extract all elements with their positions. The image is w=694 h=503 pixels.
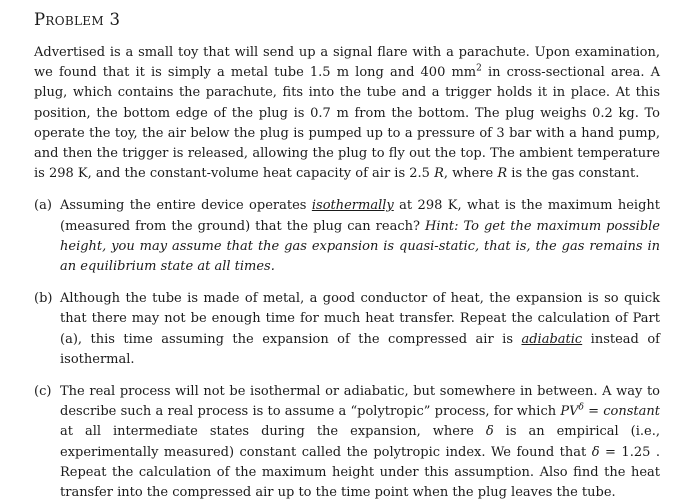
math-superscript: δ: [578, 402, 584, 413]
question-label: (a): [34, 198, 52, 214]
emphasis-term: isothermally: [311, 198, 394, 214]
hint-text: Hint: To get the maximum possible height, you may assume that the gas expansion is quasi-static, that is, the gas remains in an equilibrium state at all times.: [60, 218, 660, 275]
question-label: (b): [34, 291, 53, 307]
statement-text: is the gas constant.: [507, 166, 640, 182]
math-symbol: δ: [485, 424, 494, 440]
question-label: (c): [34, 384, 52, 400]
question-body: Although the tube is made of metal, a good conductor of heat, the expansion is so quick that there may not be enough time for much heat transfer. Repeat the calculation of Part (a), this time assuming the expansion of the compressed air is adiabatic instead of isothermal.: [60, 291, 660, 367]
math-text: = constant: [583, 404, 660, 420]
question-a: [34, 196, 660, 277]
question-list: [34, 196, 660, 503]
question-b: [34, 289, 660, 370]
problem-title: Problem 3: [34, 10, 121, 29]
statement-superscript: 2: [476, 63, 482, 74]
problem-statement: [34, 43, 660, 184]
statement-text: , where: [443, 166, 498, 182]
math-symbol: δ: [591, 444, 600, 460]
emphasis-term: adiabatic: [521, 331, 583, 347]
statement-symbol: R: [497, 166, 508, 182]
statement-text: in cross-sectional area. A plug, which contains the parachute, fits into the tube and a trigger holds it in place. At this position, the bottom edge of the plug is 0.7 m from the bottom. The plug weighs 0.2 kg. To operate the toy, the air below the plug is pumped up to a pressure of 3 bar with a hand pump, and then the trigger is released, allowing the plug to fly out the top. The ambient temperature is 298 K, and the constant-volume heat capacity of air is 2.5: [34, 65, 661, 182]
statement-symbol: R: [434, 166, 444, 182]
question-body: The real process will not be isothermal or adiabatic, but somewhere in between. A way to describe such a real process is to assume a “polytropic” process, for which $PV^\delta$ = constant at all intermediate states during the expansion, where δ is an empirical (i.e., experimentally measured) constant called the polytropic index. We found that δ = 1.25 . Repeat the calculation of the maximum height under this assumption. Also find the heat transfer into the compressed air up to the time point when the plug leaves the tube.: [60, 384, 660, 501]
question-body: Assuming the entire device operates isothermally at 298 K, what is the maximum height (measured from the ground) that the plug can reach? Hint: To get the maximum possible height, you may assume that the gas expansion is quasi-static, that is, the gas remains in an equilibrium state at all times.: [60, 198, 660, 275]
statement-text: Advertised is a small toy that will send up a signal flare with a parachute. Upon examination, we found that it is simply a metal tube 1.5 m long and 400 mm: [34, 45, 660, 81]
math-symbol: PV: [560, 404, 579, 420]
question-c: [34, 382, 660, 503]
